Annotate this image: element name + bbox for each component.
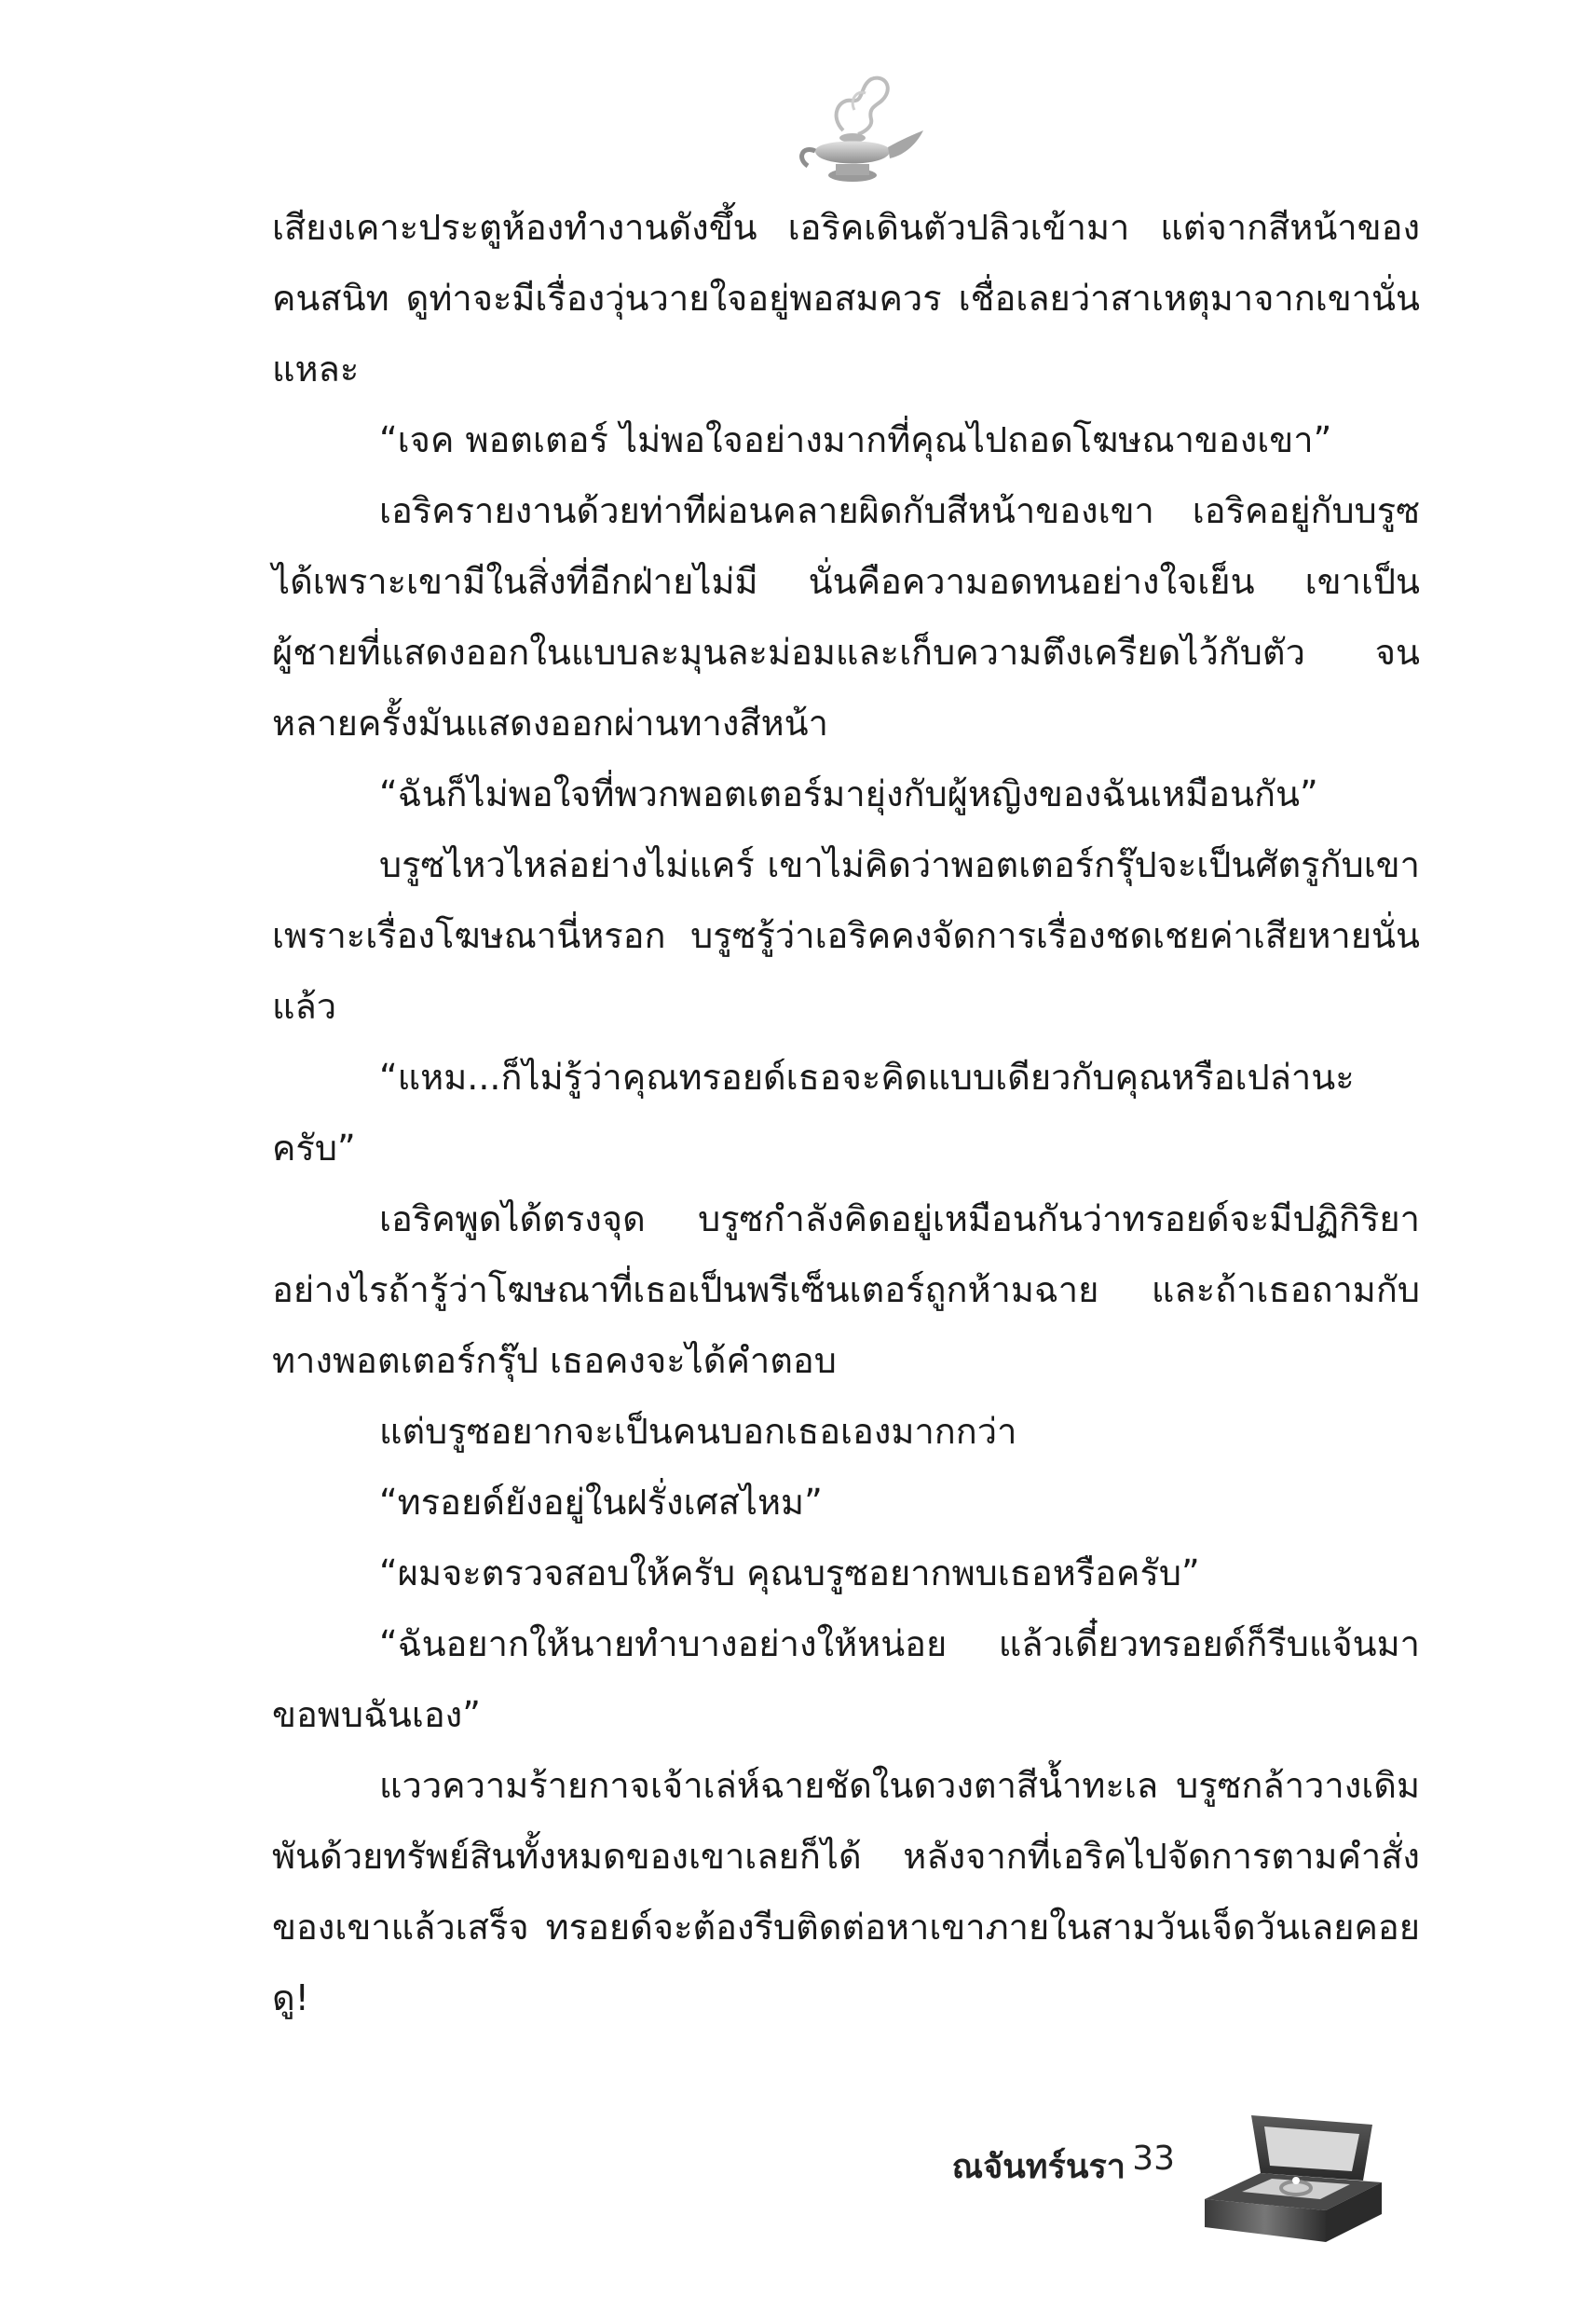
paragraph: เอริคพูดได้ตรงจุด บรูซกำลังคิดอยู่เหมือนกันว่าทรอยด์จะมีปฏิกิริยาอย่างไรถ้ารู้ว่าโฆษณาที่เธอเป็นพรีเซ็นเตอร์ถูกห้ามฉาย และถ้าเธอถามกับทางพอตเตอร์กรุ๊ป เธอคงจะได้คำตอบ [272,1198,1420,1381]
ring-box-icon [1186,2106,1419,2255]
paragraph: “ฉันอยากให้นายทำบางอย่างให้หน่อย แล้วเดี๋ยวทรอยด์ก็รีบแจ้นมาขอพบฉันเอง” [272,1623,1420,1735]
paragraph: เสียงเคาะประตูห้องทำงานดังขึ้น เอริคเดินตัวปลิวเข้ามา แต่จากสีหน้าของคนสนิท ดูท่าจะมีเรื่องวุ่นวายใจอยู่พอสมควร เชื่อเลยว่าสาเหตุมาจากเขานั่นแหละ [272,207,1420,390]
paragraph: “เจค พอตเตอร์ ไม่พอใจอย่างมากที่คุณไปถอดโฆษณาของเขา” [379,419,1332,460]
paragraph: บรูซไหวไหล่อย่างไม่แคร์ เขาไม่คิดว่าพอตเตอร์กรุ๊ปจะเป็นศัตรูกับเขาเพราะเรื่องโฆษณานี่หรอก บรูซรู้ว่าเอริคคงจัดการเรื่องชดเชยค่าเสียหายนั่นแล้ว [272,844,1420,1027]
paragraph: “ฉันก็ไม่พอใจที่พวกพอตเตอร์มายุ่งกับผู้หญิงของฉันเหมือนกัน” [379,773,1318,814]
genie-lamp-icon [778,65,927,205]
page-body [272,192,1420,2033]
paragraph: แต่บรูซอยากจะเป็นคนบอกเธอเองมากกว่า [379,1411,1017,1452]
paragraph: “ทรอยด์ยังอยู่ในฝรั่งเศสไหม” [379,1482,823,1523]
paragraph: เอริครายงานด้วยท่าทีผ่อนคลายผิดกับสีหน้าของเขา เอริคอยู่กับบรูซได้เพราะเขามีในสิ่งที่อีกฝ่ายไม่มี นั่นคือความอดทนอย่างใจเย็น เขาเป็นผู้ชายที่แสดงออกในแบบละมุนละม่อมและเก็บความตึงเครียดไว้กับตัว จนหลายครั้งมันแสดงออกผ่านทางสีหน้า [272,490,1420,744]
paragraph: “ผมจะตรวจสอบให้ครับ คุณบรูซอยากพบเธอหรือครับ” [379,1552,1200,1593]
paragraph: แววความร้ายกาจเจ้าเล่ห์ฉายชัดในดวงตาสีน้ำทะเล บรูซกล้าวางเดิมพันด้วยทรัพย์สินทั้งหมดของเขาเลยก็ได้ หลังจากที่เอริคไปจัดการตามคำสั่งของเขาแล้วเสร็จ ทรอยด์จะต้องรีบติดต่อหาเขาภายในสามวันเจ็ดวันเลยคอยดู! [272,1765,1420,2018]
page-number: 33 [1132,2140,1175,2178]
page-footer [897,2106,1419,2255]
paragraph: “แหม...ก็ไม่รู้ว่าคุณทรอยด์เธอจะคิดแบบเดียวกับคุณหรือเปล่านะครับ” [272,1057,1355,1169]
author-name: ณจันทร์นรา [951,2148,1125,2186]
